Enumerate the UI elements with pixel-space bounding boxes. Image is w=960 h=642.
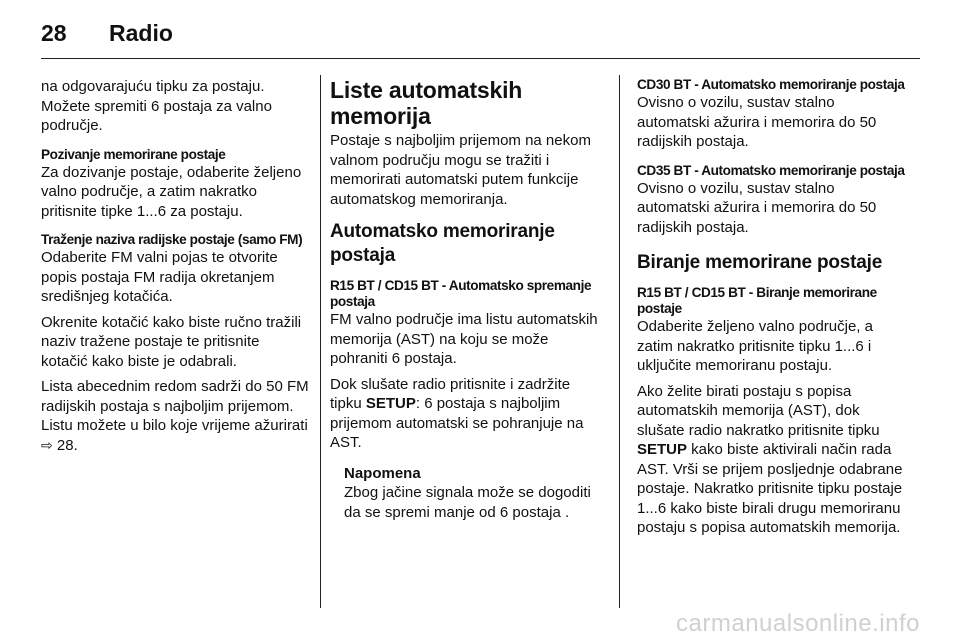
section-title: Radio — [109, 20, 173, 46]
paragraph-text: : 6 postaja s najboljim prijemom automatski se pohranjuje na AST. — [330, 395, 584, 451]
note-text: Zbog jačine signala može se dogoditi da se spremi manje od 6 postaja . — [344, 484, 591, 521]
paragraph — [637, 382, 909, 538]
column-1 — [41, 77, 309, 455]
column-3 — [637, 77, 909, 538]
page-reference-link[interactable]: 28. — [56, 436, 78, 454]
setup-key-label: SETUP — [365, 395, 416, 412]
note-title: Napomena — [344, 464, 421, 482]
paragraph — [330, 375, 602, 453]
paragraph-text: Ako želite birati postaju s popisa automatskih memorija (AST), dok slušate radio nakratko pritisnite tipku — [637, 382, 880, 439]
subheading-cd35-auto-store: CD35 BT - Automatsko memoriranje postaja — [637, 162, 905, 178]
paragraph: Ovisno o vozilu, sustav stalno automatski ažurira i memorira do 50 radijskih postaja. — [637, 179, 877, 236]
watermark: carmanualsonline.info — [676, 610, 920, 637]
page-reference-icon: ⇨ — [41, 436, 53, 453]
paragraph — [41, 377, 309, 455]
setup-key-label: SETUP — [637, 441, 688, 458]
subheading-station-name-search: Traženje naziva radijske postaje (samo FM) — [41, 232, 303, 247]
subheading-r15-auto-store: R15 BT / CD15 BT - Automatsko spremanje postaja — [330, 278, 592, 309]
paragraph: Postaje s najboljim prijemom na nekom valnom području mogu se tražiti i memorirati automatski putem funkcije automatskog memoriranja. — [330, 132, 591, 208]
column-divider-1 — [320, 75, 321, 608]
paragraph: Odaberite željeno valno područje, a zatim nakratko pritisnite tipku 1...6 i uključite memoriranu postaju. — [637, 318, 873, 374]
paragraph: Ovisno o vozilu, sustav stalno automatski ažurira i memorira do 50 radijskih postaja. — [637, 94, 877, 150]
subheading-recall-station: Pozivanje memorirane postaje — [41, 146, 226, 162]
heading-select-stored-station: Biranje memorirane postaje — [637, 252, 883, 273]
paragraph: FM valno područje ima listu automatskih memorija (AST) na koju se može pohraniti 6 postaja. — [330, 311, 598, 367]
paragraph: Okrenite kotačić kako biste ručno tražili naziv tražene postaje te pritisnite kotačić kako biste je odabrali. — [41, 313, 302, 370]
paragraph: Za dozivanje postaje, odaberite željeno valno područje, a zatim nakratko pritisnite tipke 1...6 za postaju. — [41, 163, 302, 220]
paragraph-text: Dok slušate radio pritisnite i zadržite tipku — [330, 375, 571, 412]
paragraph-text: Lista abecednim redom sadrži do 50 FM radijskih postaja s najboljim prijemom. Listu možete u bilo koje vrijeme ažurirati — [41, 378, 309, 434]
paragraph-text: kako biste aktivirali način rada AST. Vrši se prijem posljednje odabrane postaje. Nakratko pritisnite tipku postaje 1...6 kako biste birali drugu memoriranu postaju s popisa automatskih memorija. — [637, 441, 903, 536]
heading-auto-store: Automatsko memoriranje postaja — [330, 221, 555, 266]
heading-auto-memory-lists: Liste automatskih memorija — [330, 77, 523, 129]
header-divider — [41, 58, 920, 59]
column-divider-2 — [619, 75, 620, 608]
note-box — [330, 464, 602, 523]
paragraph: Odaberite FM valni pojas te otvorite popis postaja FM radija okretanjem središnjeg kotačića. — [41, 249, 278, 305]
subheading-r15-select-station: R15 BT / CD15 BT - Biranje memorirane postaje — [637, 285, 877, 316]
paragraph: na odgovarajuću tipku za postaju. Možete spremiti 6 postaja za valno područje. — [41, 78, 272, 134]
column-2 — [330, 77, 602, 522]
page-number: 28 — [41, 20, 67, 46]
subheading-cd30-auto-store: CD30 BT - Automatsko memoriranje postaja — [637, 77, 905, 92]
